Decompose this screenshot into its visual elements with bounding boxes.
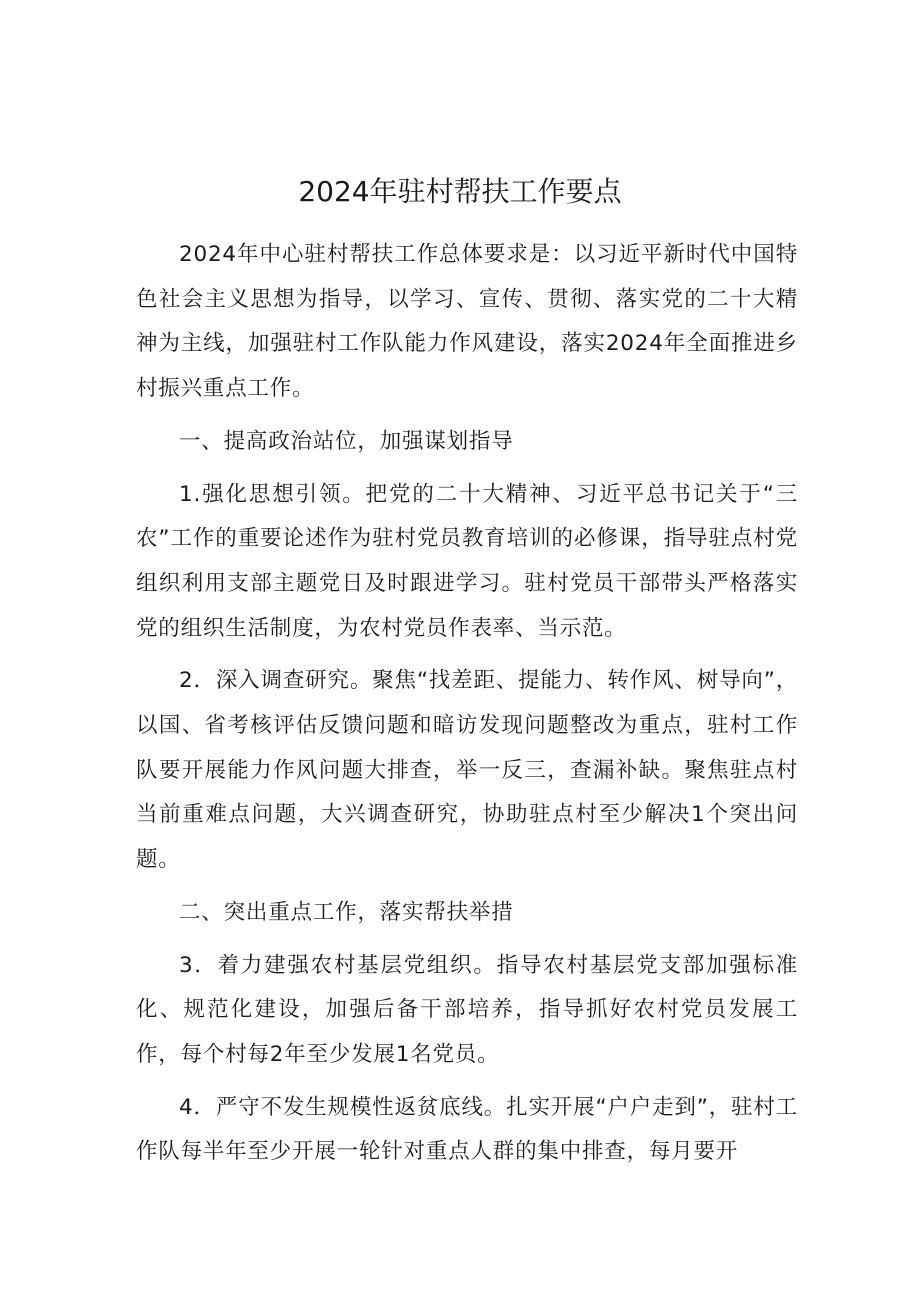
item-label-1: 1.强化思想引领。 <box>179 481 366 507</box>
item-text-2: 聚焦“找差距、提能力、转作风、树导向”，以国、省考核评估反馈问题和暗访发现问题整改为重点，驻村工作队要开展能力作风问题大排查，举一反三，查漏补缺。聚焦驻点村当前重难点问题，大兴调查研究，协助驻点村至少解决1个突出问题。 <box>136 668 798 873</box>
item-text-1: 把党的二十大精神、习近平总书记关于“三农”工作的重要论述作为驻村党员教育培训的必修课，指导驻点村党组织利用支部主题党日及时跟进学习。驻村党员干部带头严格落实党的组织生活制度，为农村党员作表率、当示范。 <box>136 481 798 641</box>
document-title: 2024年驻村帮扶工作要点 <box>298 175 622 208</box>
item-text-4: 扎实开展“户户走到”，驻村工作队每半年至少开展一轮针对重点人群的集中排查，每月要开 <box>136 1094 798 1165</box>
document-body <box>136 233 798 1175</box>
item-text-3: 指导农村基层党支部加强标准化、规范化建设，加强后备干部培养，指导抓好农村党员发展工作，每个村每2年至少发展1名党员。 <box>136 952 798 1067</box>
item-paragraph-3 <box>136 944 798 1078</box>
section-heading-1: 一、提高政治站位，加强谋划指导 <box>179 428 514 454</box>
item-label-3: 3．着力建强农村基层党组织。 <box>179 952 497 978</box>
item-paragraph-2 <box>136 659 798 883</box>
intro-paragraph: 2024年中心驻村帮扶工作总体要求是：以习近平新时代中国特色社会主义思想为指导，以学习、宣传、贯彻、落实党的二十大精神为主线，加强驻村工作队能力作风建设，落实2024年全面推进乡村振兴重点工作。 <box>136 242 798 402</box>
item-label-2: 2．深入调查研究。 <box>179 668 373 694</box>
item-paragraph-4 <box>136 1086 798 1175</box>
item-label-4: 4．严守不发生规模性返贫底线。 <box>179 1094 507 1120</box>
section-heading-2: 二、突出重点工作，落实帮扶举措 <box>179 899 514 925</box>
item-paragraph-1 <box>136 473 798 652</box>
